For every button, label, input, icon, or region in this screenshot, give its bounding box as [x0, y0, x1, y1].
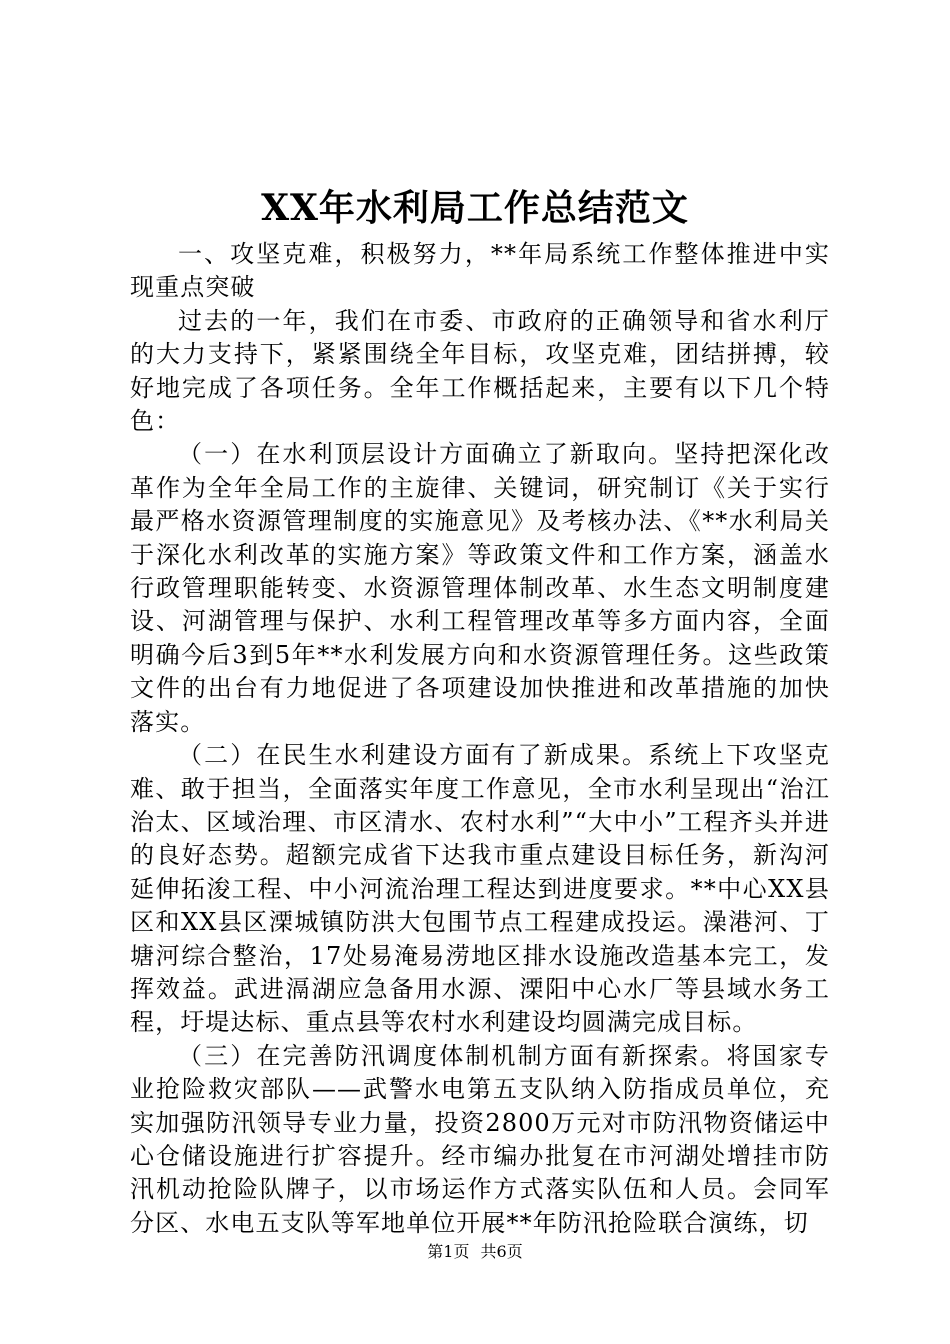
- page-footer: [0, 1241, 950, 1263]
- paragraph-item-2: （二）在民生水利建设方面有了新成果。系统上下攻坚克难、敢于担当，全面落实年度工作意见，全市水利呈现出“治江治太、区域治理、市区清水、农村水利”“大中小”工程齐头并进的良好态势。超额完成省下达我市重点建设目标任务，新沟河延伸拓浚工程、中小河流治理工程达到进度要求。**中心XX县区和XX县区溧城镇防洪大包围节点工程建成投运。澡港河、丁塘河综合整治，17处易淹易涝地区排水设施改造基本完工，发挥效益。武进滆湖应急备用水源、溧阳中心水厂等县域水务工程，圩堤达标、重点县等农村水利建设均圆满完成目标。: [130, 741, 830, 1037]
- page-number: 第1页: [427, 1242, 470, 1261]
- paragraph-item-1: （一）在水利顶层设计方面确立了新取向。坚持把深化改革作为全年全局工作的主旋律、关键词，研究制订《关于实行最严格水资源管理制度的实施意见》及考核办法、《**水利局关于深化水利改革的实施方案》等政策文件和工作方案，涵盖水行政管理职能转变、水资源管理体制改革、水生态文明制度建设、河湖管理与保护、水利工程管理改革等多方面内容，全面明确今后3到5年**水利发展方向和水资源管理任务。这些政策文件的出台有力地促进了各项建设加快推进和改革措施的加快落实。: [130, 440, 830, 736]
- intro-paragraph: 过去的一年，我们在市委、市政府的正确领导和省水利厅的大力支持下，紧紧围绕全年目标，攻坚克难，团结拼搏，较好地完成了各项任务。全年工作概括起来，主要有以下几个特色：: [130, 306, 830, 436]
- section-heading: 一、攻坚克难，积极努力，**年局系统工作整体推进中实现重点突破: [130, 240, 830, 302]
- document-title: XX年水利局工作总结范文: [261, 187, 689, 229]
- document-body: [130, 238, 830, 1240]
- page-total: 共6页: [480, 1242, 523, 1261]
- paragraph-item-3: （三）在完善防汛调度体制机制方面有新探索。将国家专业抢险救灾部队——武警水电第五支队纳入防指成员单位，充实加强防汛领导专业力量，投资2800万元对市防汛物资储运中心仓储设施进行扩容提升。经市编办批复在市河湖处增挂市防汛机动抢险队牌子，以市场运作方式落实队伍和人员。会同军分区、水电五支队等军地单位开展**年防汛抢险联合演练，切: [130, 1041, 830, 1237]
